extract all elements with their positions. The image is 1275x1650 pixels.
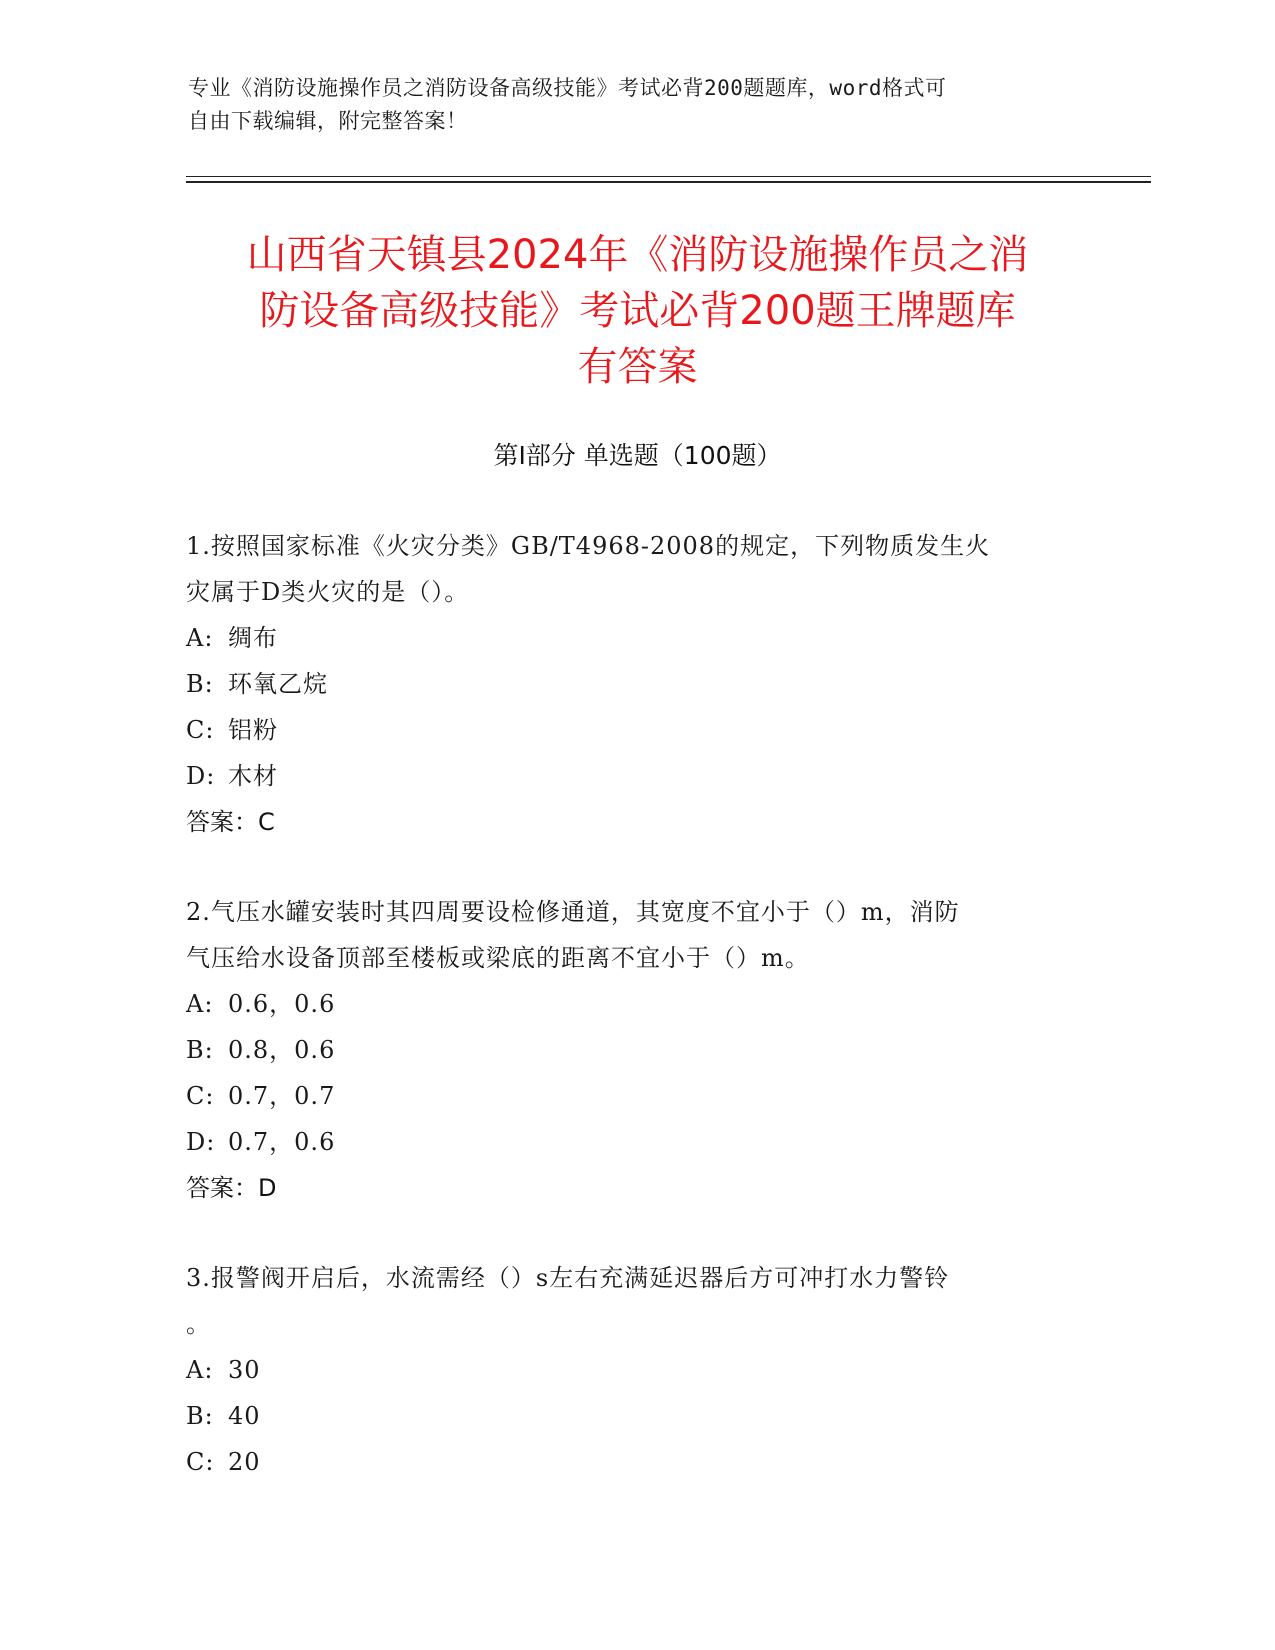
option-a <box>186 1347 1086 1393</box>
question-text: 。 <box>186 1310 211 1338</box>
question-text: 气压给水设备顶部至楼板或梁底的距离不宜小于（）m。 <box>186 944 810 972</box>
header-note <box>188 72 1068 138</box>
option-text: 绸布 <box>228 624 278 652</box>
option-text: 0.7，0.6 <box>228 1128 336 1156</box>
question-text: 2.气压水罐安装时其四周要设检修通道，其宽度不宜小于（）m，消防 <box>186 898 960 926</box>
answer-label: 答案：D <box>186 1174 277 1202</box>
option-b <box>186 661 1086 707</box>
header-note-line: 自由下载编辑，附完整答案！ <box>188 109 468 133</box>
option-key: B: <box>186 670 214 698</box>
option-key: D: <box>186 762 216 790</box>
option-key: B: <box>186 1036 214 1064</box>
option-a <box>186 615 1086 661</box>
option-d <box>186 753 1086 799</box>
option-text: 环氧乙烷 <box>228 670 328 698</box>
section-heading: 第Ⅰ部分 单选题（100题） <box>493 441 782 470</box>
option-text: 30 <box>228 1356 261 1384</box>
question-1 <box>186 523 1086 845</box>
option-key: C: <box>186 1082 215 1110</box>
option-key: C: <box>186 716 215 744</box>
option-text: 20 <box>228 1448 261 1476</box>
question-text: 3.报警阀开启后，水流需经（）s左右充满延迟器后方可冲打水力警铃 <box>186 1264 950 1292</box>
title-line: 有答案 <box>577 344 698 390</box>
option-c <box>186 1439 1086 1485</box>
header-note-line: 专业《消防设施操作员之消防设备高级技能》考试必背200题题库，word格式可 <box>188 76 947 100</box>
option-text: 40 <box>228 1402 261 1430</box>
option-text: 0.7，0.7 <box>228 1082 336 1110</box>
option-key: A: <box>186 624 214 652</box>
option-text: 0.8，0.6 <box>228 1036 336 1064</box>
document-title <box>150 227 1125 395</box>
question-text: 1.按照国家标准《火灾分类》GB/T4968-2008的规定，下列物质发生火 <box>186 532 991 560</box>
option-b <box>186 1393 1086 1439</box>
answer-label: 答案：C <box>186 808 275 836</box>
option-c <box>186 707 1086 753</box>
option-text: 铝粉 <box>228 716 278 744</box>
header-divider-thin <box>186 176 1151 177</box>
option-key: A: <box>186 1356 214 1384</box>
option-key: C: <box>186 1448 215 1476</box>
header-divider-thick <box>186 181 1151 183</box>
title-line: 防设备高级技能》考试必背200题王牌题库 <box>259 288 1016 334</box>
option-b <box>186 1027 1086 1073</box>
option-key: A: <box>186 990 214 1018</box>
option-text: 木材 <box>228 762 278 790</box>
question-3 <box>186 1255 1086 1485</box>
title-line: 山西省天镇县2024年《消防设施操作员之消 <box>246 232 1029 278</box>
question-2 <box>186 889 1086 1211</box>
option-key: B: <box>186 1402 214 1430</box>
option-c <box>186 1073 1086 1119</box>
question-text: 灾属于D类火灾的是（）。 <box>186 578 470 606</box>
option-key: D: <box>186 1128 216 1156</box>
option-d <box>186 1119 1086 1165</box>
option-a <box>186 981 1086 1027</box>
question-list <box>186 523 1086 1529</box>
option-text: 0.6，0.6 <box>228 990 336 1018</box>
